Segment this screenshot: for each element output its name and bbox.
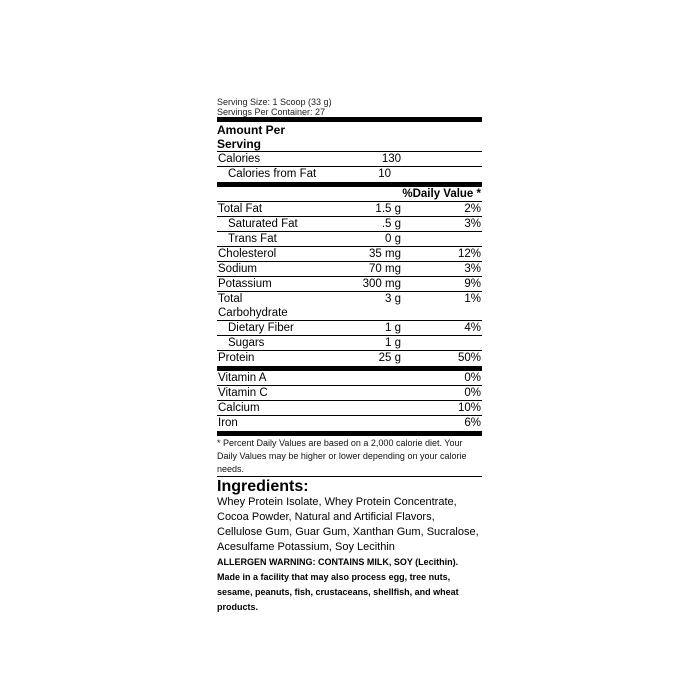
vitamin-name: Vitamin A xyxy=(218,372,267,384)
vitamin-row xyxy=(217,371,482,386)
nutrient-name: Sugars xyxy=(228,337,265,349)
nutrient-name: Dietary Fiber xyxy=(228,322,294,334)
vitamin-name: Calcium xyxy=(218,402,260,414)
nutrient-amount: 35 mg xyxy=(369,248,401,260)
nutrient-name: Saturated Fat xyxy=(228,218,298,230)
vitamin-name: Vitamin C xyxy=(218,387,268,399)
vitamin-daily-value: 6% xyxy=(464,417,481,429)
daily-value-header: %Daily Value * xyxy=(217,187,482,202)
vitamin-daily-value: 10% xyxy=(457,402,481,414)
ingredients-list: Whey Protein Isolate, Whey Protein Concentrate, Cocoa Powder, Natural and Artificial Flavors, Cellulose Gum, Guar Gum, Xanthan Gum, Sucralose, Acesulfame Potassium, Soy Lecithin xyxy=(217,496,479,553)
nutrient-name: Total Carbohydrate xyxy=(218,293,288,319)
vitamin-row xyxy=(217,401,482,416)
vitamin-daily-value: 0% xyxy=(464,387,481,399)
nutrient-amount: 0 g xyxy=(385,233,401,245)
thin-divider xyxy=(217,476,482,477)
nutrient-row xyxy=(217,217,482,232)
nutrient-daily-value: 3% xyxy=(464,218,481,230)
nutrient-name: Trans Fat xyxy=(228,233,277,245)
nutrient-amount: 25 g xyxy=(378,352,401,364)
ingredients-heading: Ingredients: xyxy=(217,478,309,495)
nutrient-row xyxy=(217,292,482,321)
calories-from-fat-value: 10 xyxy=(378,168,391,180)
nutrient-name: Cholesterol xyxy=(218,248,277,260)
nutrient-row xyxy=(217,262,482,277)
nutrient-daily-value: 1% xyxy=(464,293,481,305)
nutrient-row xyxy=(217,351,482,366)
nutrient-name: Total Fat xyxy=(218,203,263,215)
nutrient-row xyxy=(217,277,482,292)
nutrient-daily-value: 12% xyxy=(457,248,481,260)
nutrient-row xyxy=(217,336,482,351)
vitamin-row xyxy=(217,386,482,401)
nutrient-row xyxy=(217,247,482,262)
nutrient-amount: 1 g xyxy=(385,337,401,349)
vitamin-daily-value: 0% xyxy=(464,372,481,384)
nutrient-amount: 70 mg xyxy=(369,263,401,275)
nutrient-name: Sodium xyxy=(218,263,257,275)
nutrient-daily-value: 4% xyxy=(464,322,481,334)
nutrition-facts-panel xyxy=(217,97,482,615)
nutrient-amount: 1.5 g xyxy=(375,203,401,215)
calories-from-fat-label: Calories from Fat xyxy=(228,168,317,180)
nutrient-row xyxy=(217,321,482,336)
vitamin-name: Iron xyxy=(218,417,238,429)
nutrient-row xyxy=(217,202,482,217)
nutrient-name: Potassium xyxy=(218,278,272,290)
nutrient-daily-value: 2% xyxy=(464,203,481,215)
nutrient-amount: 1 g xyxy=(385,322,401,334)
calories-row xyxy=(217,152,482,167)
nutrient-amount: 300 mg xyxy=(362,278,401,290)
nutrient-name: Protein xyxy=(218,352,255,364)
nutrient-daily-value: 9% xyxy=(464,278,481,290)
daily-value-footnote: * Percent Daily Values are based on a 2,000 calorie diet. Your Daily Values may be higher or lower depending on your calorie needs. xyxy=(217,438,467,474)
calories-label: Calories xyxy=(218,153,261,165)
amount-per-serving-heading: Amount Per Serving xyxy=(217,123,286,151)
calories-value: 130 xyxy=(381,153,401,165)
nutrient-amount: .5 g xyxy=(381,218,401,230)
nutrient-row xyxy=(217,232,482,247)
nutrient-amount: 3 g xyxy=(385,293,401,305)
calories-from-fat-row xyxy=(217,167,482,182)
allergen-warning: ALLERGEN WARNING: CONTAINS MILK, SOY (Lecithin). Made in a facility that may also process egg, tree nuts, sesame, peanuts, fish, crustaceans, shellfish, and wheat products. xyxy=(217,557,459,612)
serving-size: Serving Size: 1 Scoop (33 g) xyxy=(217,97,332,107)
nutrient-daily-value: 50% xyxy=(457,352,481,364)
servings-per-container: Servings Per Container: 27 xyxy=(217,107,326,117)
nutrient-daily-value: 3% xyxy=(464,263,481,275)
vitamin-row xyxy=(217,416,482,431)
